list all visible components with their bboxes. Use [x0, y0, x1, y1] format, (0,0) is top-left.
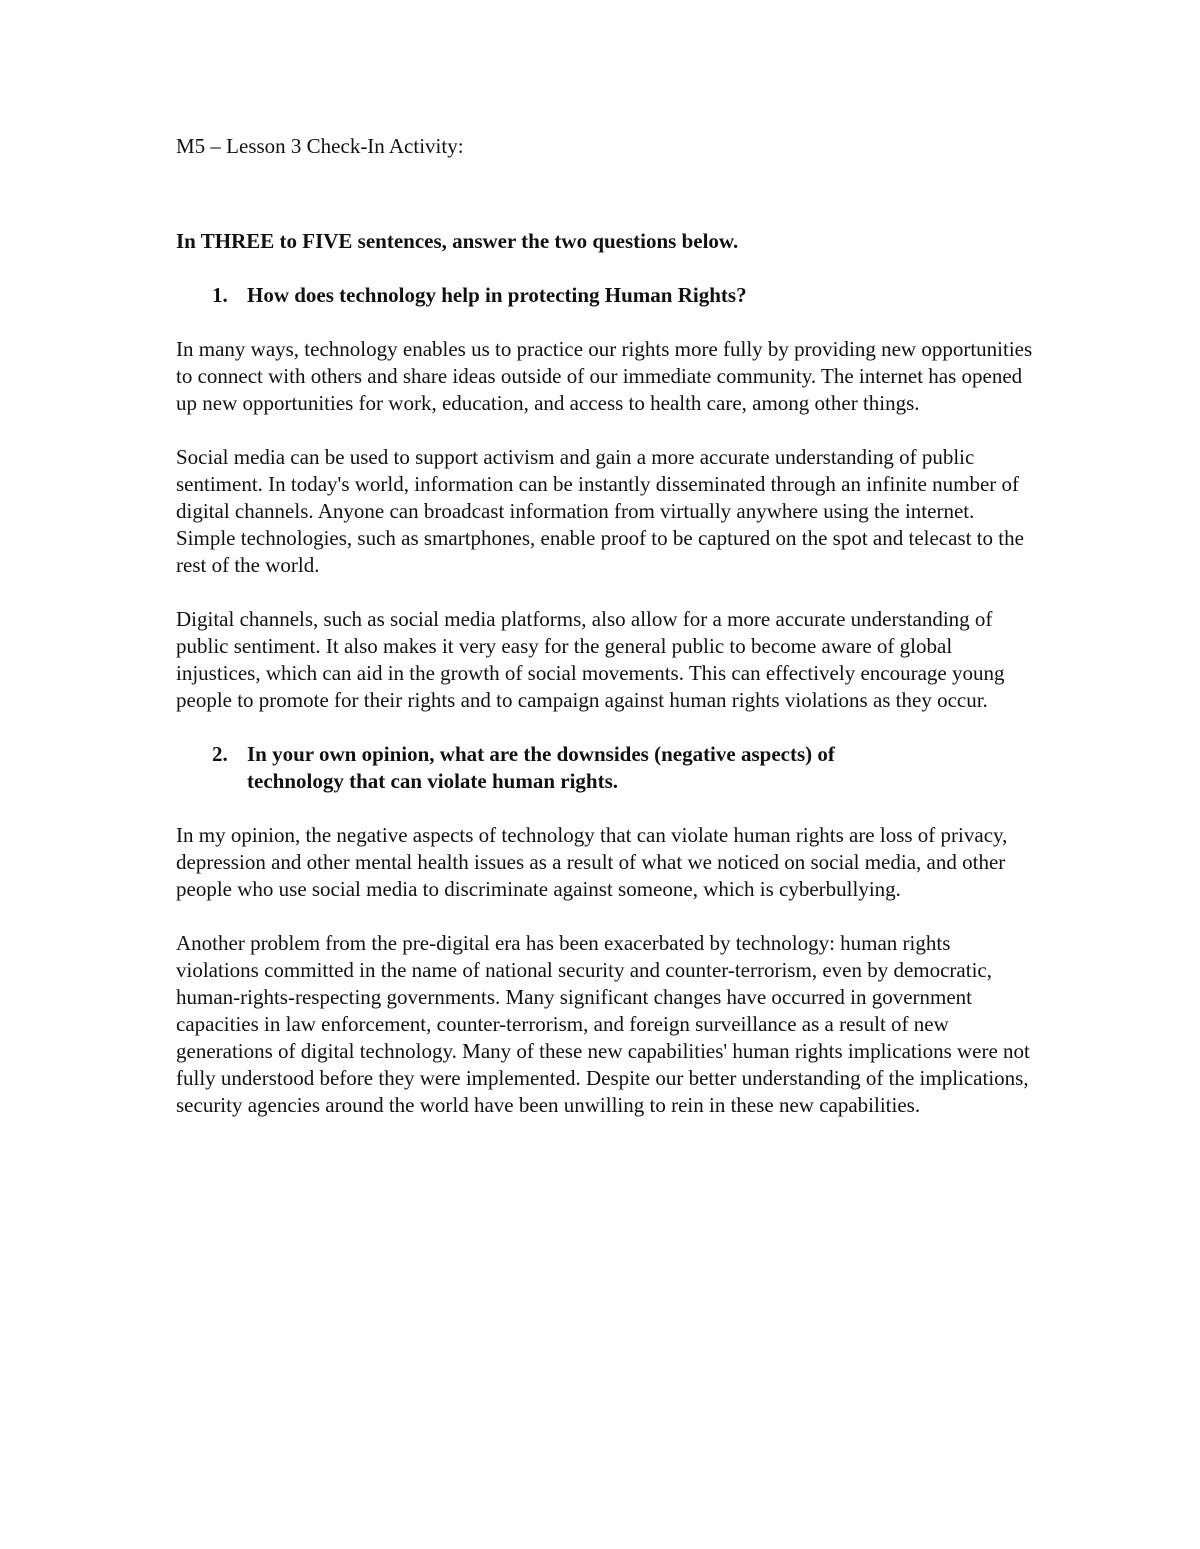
answer-1-paragraph-3: Digital channels, such as social media platforms, also allow for a more accurate understanding of public sentiment. It also makes it very easy for the general public to become aware of global injustices, which can aid in the growth of social movements. This can effectively encourage young people to promote for their rights and to campaign against human rights violations as they occur.: [176, 607, 1005, 712]
question-1-number: 1.: [212, 283, 228, 307]
question-2-text: In your own opinion, what are the downsides (negative aspects) of technology that can violate human rights.: [247, 742, 835, 793]
question-2-number: 2.: [212, 742, 228, 766]
question-1: [176, 282, 1056, 309]
document-title: M5 – Lesson 3 Check-In Activity:: [176, 134, 464, 158]
question-2: [176, 741, 1056, 795]
question-1-text: How does technology help in protecting Human Rights?: [247, 283, 747, 307]
instruction-text: In THREE to FIVE sentences, answer the two questions below.: [176, 229, 739, 253]
answer-2-paragraph-1: In my opinion, the negative aspects of technology that can violate human rights are loss of privacy, depression and other mental health issues as a result of what we noticed on social media, and other people who use social media to discriminate against someone, which is cyberbullying.: [176, 823, 1008, 901]
answer-2-paragraph-2: Another problem from the pre-digital era has been exacerbated by technology: human rights violations committed in the name of national security and counter-terrorism, even by democratic, human-rights-respecting governments. Many significant changes have occurred in government capacities in law enforcement, counter-terrorism, and foreign surveillance as a result of new generations of digital technology. Many of these new capabilities' human rights implications were not fully understood before they were implemented. Despite our better understanding of the implications, security agencies around the world have been unwilling to rein in these new capabilities.: [176, 931, 1030, 1117]
answer-1-paragraph-1: In many ways, technology enables us to practice our rights more fully by providing new opportunities to connect with others and share ideas outside of our immediate community. The internet has opened up new opportunities for work, education, and access to health care, among other things.: [176, 337, 1033, 415]
answer-1-paragraph-2: Social media can be used to support activism and gain a more accurate understanding of public sentiment. In today's world, information can be instantly disseminated through an infinite number of digital channels. Anyone can broadcast information from virtually anywhere using the internet. Simple technologies, such as smartphones, enable proof to be captured on the spot and telecast to the rest of the world.: [176, 445, 1024, 577]
document-body: [176, 133, 1056, 1119]
